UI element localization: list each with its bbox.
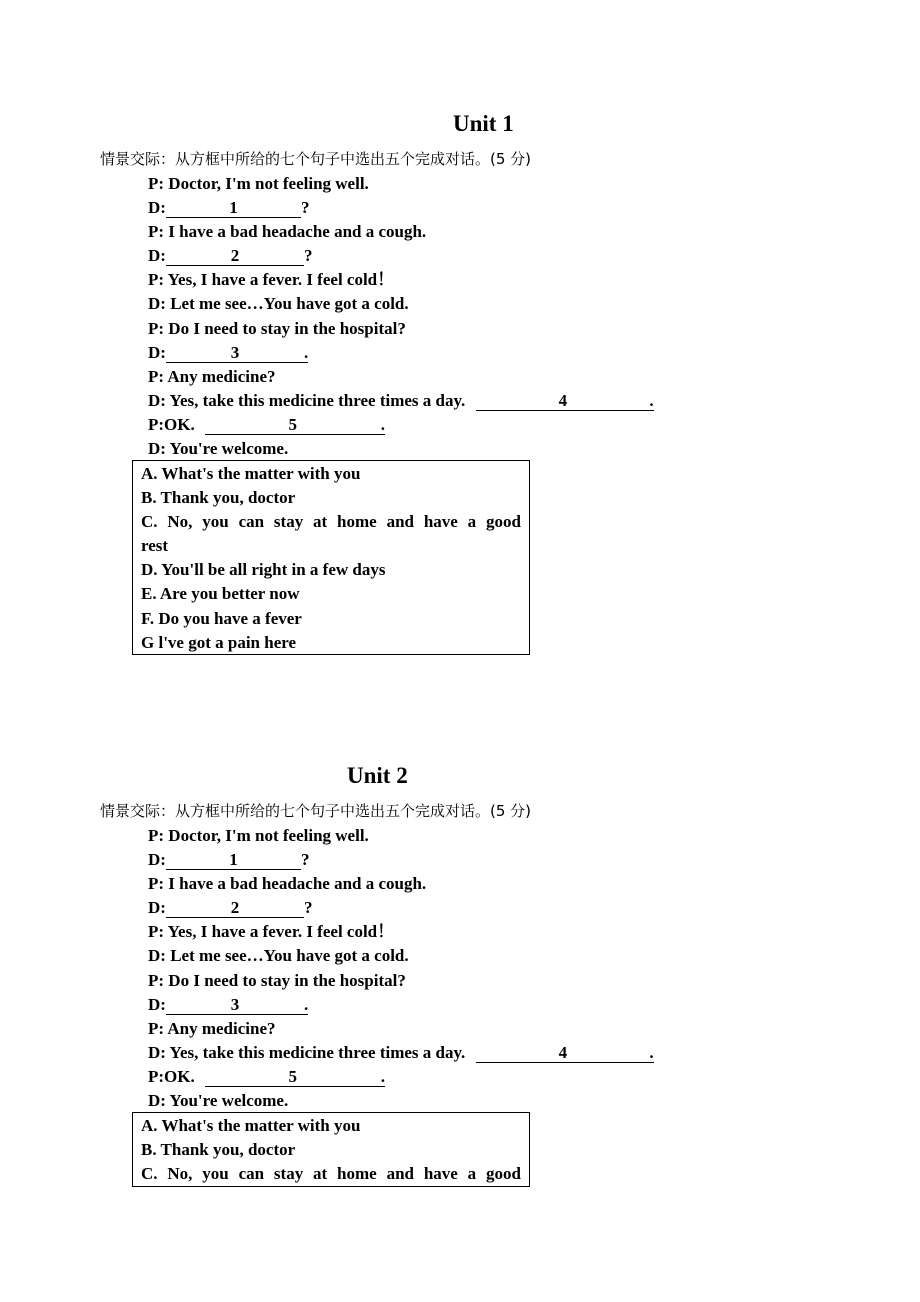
dialogue-line: P: I have a bad headache and a cough.	[148, 874, 427, 894]
line-punctuation: ?	[303, 246, 313, 266]
dialogue-line: P: Yes, I have a fever. I feel cold！	[148, 270, 395, 290]
option-c	[141, 510, 521, 534]
answer-blank-2[interactable]: 2	[166, 246, 304, 266]
line-punctuation: ?	[303, 898, 313, 918]
unit-1-dialogue	[148, 172, 654, 461]
option-c-continued: rest	[141, 536, 169, 556]
unit-1-options-box	[132, 460, 530, 655]
unit-1-title: Unit 1	[453, 111, 514, 136]
dialogue-line: D: Let me see…You have got a cold.	[148, 946, 409, 966]
dialogue-line: P: Yes, I have a fever. I feel cold！	[148, 922, 395, 942]
dialogue-line	[148, 1065, 654, 1089]
option-a: A. What's the matter with you	[141, 1116, 361, 1135]
unit-2-dialogue	[148, 824, 654, 1113]
answer-blank-5[interactable]: 5	[205, 415, 381, 435]
option-f: F. Do you have a fever	[141, 608, 302, 628]
dialogue-line	[148, 341, 654, 365]
dialogue-line	[148, 196, 654, 220]
speaker-label: D:	[148, 898, 166, 918]
line-punctuation: .	[649, 1042, 654, 1062]
dialogue-text: D: Yes, take this medicine three times a day.	[148, 1042, 466, 1062]
answer-blank-3[interactable]: 3	[166, 343, 304, 363]
speaker-label: D:	[148, 994, 166, 1014]
speaker-label: D:	[148, 246, 166, 266]
option-b: B. Thank you, doctor	[141, 1140, 296, 1160]
dialogue-text: P:OK.	[148, 1066, 195, 1086]
speaker-label: D:	[148, 850, 166, 870]
answer-blank-1[interactable]: 1	[166, 198, 301, 218]
speaker-label: D:	[148, 198, 166, 218]
line-punctuation: .	[303, 342, 309, 362]
speaker-label: D:	[148, 342, 166, 362]
dialogue-line: P: Doctor, I'm not feeling well.	[148, 174, 369, 193]
dialogue-text: P:OK.	[148, 414, 195, 434]
answer-blank-5[interactable]: 5	[205, 1067, 381, 1087]
dialogue-line: P: Any medicine?	[148, 1018, 276, 1038]
option-c-line-1: C. No, you can stay at home and have a good	[141, 1164, 521, 1184]
line-punctuation: .	[649, 390, 654, 410]
dialogue-line: P: Doctor, I'm not feeling well.	[148, 826, 369, 845]
dialogue-line	[148, 896, 654, 920]
line-punctuation: ?	[300, 198, 310, 218]
line-punctuation: .	[303, 994, 309, 1014]
dialogue-line	[148, 848, 654, 872]
line-punctuation: ?	[300, 850, 310, 870]
dialogue-line	[148, 993, 654, 1017]
unit-2-instruction: 情景交际：从方框中所给的七个句子中选出五个完成对话。(5 分)	[100, 802, 532, 820]
dialogue-line: P: Do I need to stay in the hospital?	[148, 970, 406, 990]
answer-blank-3[interactable]: 3	[166, 995, 304, 1015]
unit-2-title: Unit 2	[347, 763, 408, 788]
answer-blank-4[interactable]: 4	[476, 1043, 649, 1063]
answer-blank-4[interactable]: 4	[476, 391, 649, 411]
dialogue-line: P: Do I need to stay in the hospital?	[148, 318, 406, 338]
answer-blank-1[interactable]: 1	[166, 850, 301, 870]
dialogue-line	[148, 413, 654, 437]
option-c-line-1: C. No, you can stay at home and have a good	[141, 512, 521, 532]
dialogue-line: P: Any medicine?	[148, 366, 276, 386]
option-c	[141, 1162, 521, 1186]
dialogue-line: D: Let me see…You have got a cold.	[148, 294, 409, 314]
option-a: A. What's the matter with you	[141, 464, 361, 483]
line-punctuation: .	[380, 1066, 385, 1086]
option-b: B. Thank you, doctor	[141, 488, 296, 508]
dialogue-line	[148, 244, 654, 268]
unit-1-instruction: 情景交际：从方框中所给的七个句子中选出五个完成对话。(5 分)	[100, 150, 532, 168]
option-g: G l've got a pain here	[141, 632, 297, 652]
dialogue-line	[148, 389, 654, 413]
unit-2-options-box	[132, 1112, 530, 1187]
line-punctuation: .	[380, 414, 385, 434]
dialogue-line: P: I have a bad headache and a cough.	[148, 222, 427, 242]
dialogue-line: D: You're welcome.	[148, 439, 289, 459]
dialogue-text: D: Yes, take this medicine three times a day.	[148, 390, 466, 410]
answer-blank-2[interactable]: 2	[166, 898, 304, 918]
dialogue-line	[148, 1041, 654, 1065]
dialogue-line: D: You're welcome.	[148, 1091, 289, 1111]
option-e: E. Are you better now	[141, 584, 300, 604]
option-d: D. You'll be all right in a few days	[141, 560, 386, 580]
